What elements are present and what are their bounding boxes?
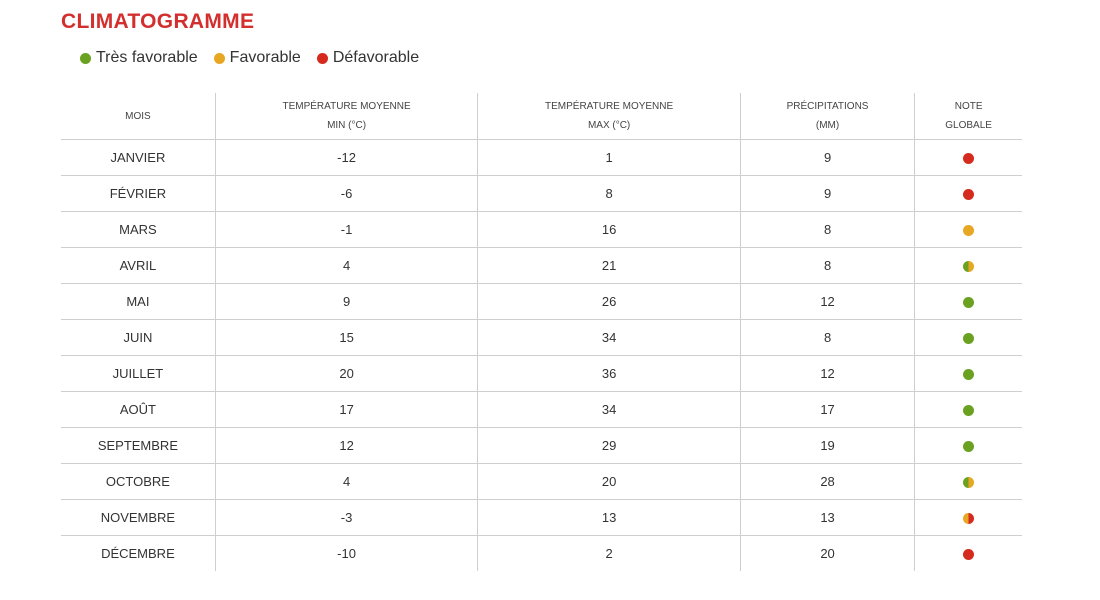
cell-temp-min: -12 — [215, 140, 478, 176]
table-row — [61, 356, 1022, 392]
header-month — [61, 93, 215, 140]
header-temp-max-line1: TEMPÉRATURE MOYENNE — [545, 101, 674, 112]
cell-precipitation: 19 — [740, 428, 914, 464]
cell-temp-max: 36 — [478, 356, 741, 392]
header-temp-min-line2: MIN (°C) — [327, 120, 367, 131]
cell-temp-max: 34 — [478, 320, 741, 356]
rating-dot-icon — [963, 261, 974, 272]
table-row — [61, 536, 1022, 572]
cell-note — [915, 500, 1022, 536]
cell-month: OCTOBRE — [61, 464, 215, 500]
cell-temp-min: 12 — [215, 428, 478, 464]
header-note-line2: GLOBALE — [945, 120, 992, 131]
table-row — [61, 320, 1022, 356]
cell-month: FÉVRIER — [61, 176, 215, 212]
cell-precipitation: 8 — [740, 320, 914, 356]
cell-temp-min: -3 — [215, 500, 478, 536]
cell-month: JUILLET — [61, 356, 215, 392]
cell-temp-min: -1 — [215, 212, 478, 248]
red-dot-icon — [317, 53, 328, 64]
cell-precipitation: 12 — [740, 284, 914, 320]
legend-label: Très favorable — [96, 49, 198, 66]
legend-item-defavorable — [317, 49, 419, 67]
legend-item-tres-favorable — [80, 49, 198, 67]
table-row — [61, 428, 1022, 464]
table-row — [61, 212, 1022, 248]
header-temp-max — [478, 93, 741, 140]
header-note — [915, 93, 1022, 140]
cell-note — [915, 392, 1022, 428]
cell-temp-max: 16 — [478, 212, 741, 248]
cell-precipitation: 17 — [740, 392, 914, 428]
legend-item-favorable — [214, 49, 301, 67]
cell-temp-min: -10 — [215, 536, 478, 572]
rating-dot-icon — [963, 333, 974, 344]
cell-temp-min: -6 — [215, 176, 478, 212]
cell-precipitation: 8 — [740, 212, 914, 248]
rating-dot-icon — [963, 225, 974, 236]
rating-dot-icon — [963, 405, 974, 416]
table-header-row — [61, 93, 1022, 140]
header-month-label: MOIS — [125, 110, 151, 122]
cell-month: MAI — [61, 284, 215, 320]
legend-label: Défavorable — [332, 49, 420, 66]
cell-temp-min: 20 — [215, 356, 478, 392]
cell-precipitation: 28 — [740, 464, 914, 500]
rating-dot-icon — [963, 153, 974, 164]
cell-temp-max: 20 — [478, 464, 741, 500]
cell-note — [915, 212, 1022, 248]
cell-temp-min: 4 — [215, 248, 478, 284]
header-temp-max-line2: MAX (°C) — [587, 120, 631, 131]
table-row — [61, 392, 1022, 428]
cell-temp-max: 1 — [478, 140, 741, 176]
header-precipitation-line1: PRÉCIPITATIONS — [786, 101, 869, 112]
cell-month: NOVEMBRE — [61, 500, 215, 536]
rating-dot-icon — [963, 297, 974, 308]
cell-temp-min: 17 — [215, 392, 478, 428]
cell-temp-min: 4 — [215, 464, 478, 500]
cell-note — [915, 140, 1022, 176]
table-row — [61, 500, 1022, 536]
cell-temp-max: 21 — [478, 248, 741, 284]
cell-note — [915, 284, 1022, 320]
page-title: CLIMATOGRAMME — [61, 10, 255, 33]
cell-month: JUIN — [61, 320, 215, 356]
cell-temp-max: 13 — [478, 500, 741, 536]
cell-note — [915, 248, 1022, 284]
cell-precipitation: 8 — [740, 248, 914, 284]
cell-note — [915, 464, 1022, 500]
cell-note — [915, 356, 1022, 392]
orange-dot-icon — [214, 53, 225, 64]
rating-dot-icon — [963, 477, 974, 488]
legend — [80, 49, 435, 67]
cell-precipitation: 9 — [740, 140, 914, 176]
header-note-line1: NOTE — [954, 101, 983, 112]
cell-month: MARS — [61, 212, 215, 248]
cell-temp-max: 26 — [478, 284, 741, 320]
green-dot-icon — [80, 53, 91, 64]
cell-temp-min: 15 — [215, 320, 478, 356]
table-row — [61, 140, 1022, 176]
cell-precipitation: 13 — [740, 500, 914, 536]
header-temp-min — [215, 93, 478, 140]
table-row — [61, 176, 1022, 212]
rating-dot-icon — [963, 441, 974, 452]
cell-month: AVRIL — [61, 248, 215, 284]
table-row — [61, 464, 1022, 500]
legend-label: Favorable — [229, 49, 301, 66]
cell-month: AOÛT — [61, 392, 215, 428]
cell-month: DÉCEMBRE — [101, 546, 175, 561]
rating-dot-icon — [963, 549, 974, 560]
table-row — [61, 248, 1022, 284]
cell-temp-max: 2 — [478, 536, 741, 572]
cell-temp-max: 8 — [478, 176, 741, 212]
cell-precipitation: 20 — [740, 536, 914, 572]
cell-temp-max: 34 — [478, 392, 741, 428]
cell-month: JANVIER — [61, 140, 215, 176]
header-precipitation — [740, 93, 914, 140]
cell-month: SEPTEMBRE — [61, 428, 215, 464]
rating-dot-icon — [963, 189, 974, 200]
header-temp-min-line1: TEMPÉRATURE MOYENNE — [282, 101, 411, 112]
rating-dot-icon — [963, 513, 974, 524]
climate-table — [61, 93, 1022, 571]
rating-dot-icon — [963, 369, 974, 380]
header-precipitation-line2: (MM) — [815, 120, 840, 131]
cell-temp-max: 29 — [478, 428, 741, 464]
cell-precipitation: 12 — [740, 356, 914, 392]
cell-precipitation: 9 — [740, 176, 914, 212]
cell-note — [915, 320, 1022, 356]
cell-temp-min: 9 — [215, 284, 478, 320]
cell-note — [915, 176, 1022, 212]
cell-note — [915, 536, 1022, 572]
table-row — [61, 284, 1022, 320]
cell-note — [915, 428, 1022, 464]
